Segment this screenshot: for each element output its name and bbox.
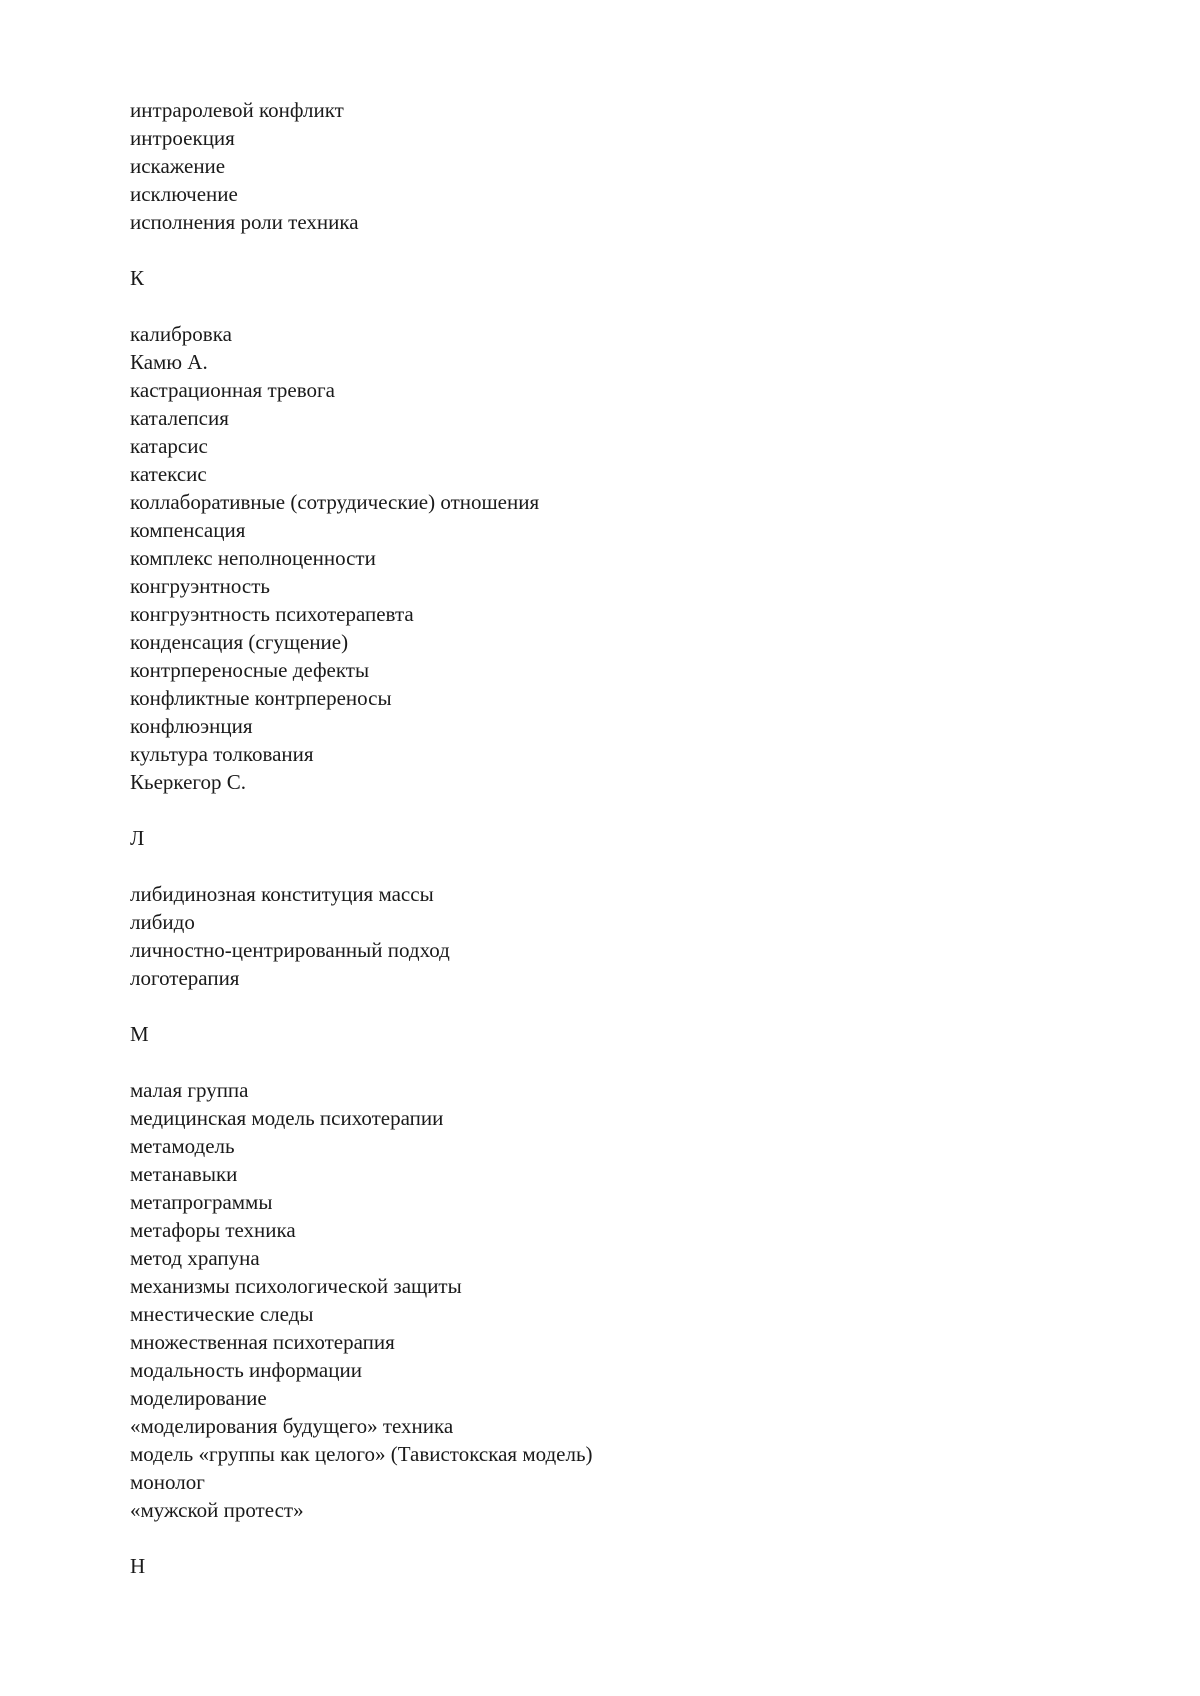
index-entry: метанавыки xyxy=(130,1162,238,1186)
section-letter-heading: Л xyxy=(130,826,145,850)
index-entry: конфликтные контрпереносы xyxy=(130,686,392,710)
index-entry: искажение xyxy=(130,154,226,178)
index-entry: метамодель xyxy=(130,1134,235,1158)
index-entry: малая группа xyxy=(130,1078,249,1102)
index-entry: либидо xyxy=(130,910,195,934)
index-entry: модель «группы как целого» (Тавистокская модель) xyxy=(130,1442,593,1466)
index-entry: конфлюэнция xyxy=(130,714,253,738)
index-entry: «мужской протест» xyxy=(130,1498,304,1522)
index-entry: конгруэнтность психотерапевта xyxy=(130,602,414,626)
index-section xyxy=(130,824,1130,992)
index-entry: Камю А. xyxy=(130,350,208,374)
index-entry: кастрационная тревога xyxy=(130,378,335,402)
index-entry: комплекс неполноценности xyxy=(130,546,376,570)
index-entry: модальность информации xyxy=(130,1358,362,1382)
index-section xyxy=(130,1552,1130,1580)
index-entry: коллаборативные (сотрудические) отношения xyxy=(130,490,540,514)
index-entry: «моделирования будущего» техника xyxy=(130,1414,454,1438)
index-entry: каталепсия xyxy=(130,406,229,430)
index-entry: исполнения роли техника xyxy=(130,210,359,234)
index-entry: мнестические следы xyxy=(130,1302,314,1326)
index-entry: монолог xyxy=(130,1470,205,1494)
section-letter-heading: М xyxy=(130,1022,149,1046)
index-entry: моделирование xyxy=(130,1386,267,1410)
index-entry: механизмы психологической защиты xyxy=(130,1274,462,1298)
index-entry: медицинская модель психотерапии xyxy=(130,1106,444,1130)
index-section xyxy=(130,264,1130,796)
index-entry: катексис xyxy=(130,462,207,486)
index-entry: калибровка xyxy=(130,322,232,346)
index-entry: интраролевой конфликт xyxy=(130,98,344,122)
section-letter-heading: К xyxy=(130,266,145,290)
index-entry: логотерапия xyxy=(130,966,240,990)
index-section xyxy=(130,1020,1130,1524)
index-entry: исключение xyxy=(130,182,238,206)
index-entry: контрпереносные дефекты xyxy=(130,658,370,682)
index-entry: компенсация xyxy=(130,518,246,542)
index-entry: Кьеркегор С. xyxy=(130,770,247,794)
index-entry: культура толкования xyxy=(130,742,314,766)
index-entry: интроекция xyxy=(130,126,235,150)
index-entry: катарсис xyxy=(130,434,208,458)
index-entry: личностно-центрированный подход xyxy=(130,938,450,962)
index-section xyxy=(130,96,1130,236)
index-entry: конгруэнтность xyxy=(130,574,270,598)
index-entry: метод храпуна xyxy=(130,1246,260,1270)
index-entry: множественная психотерапия xyxy=(130,1330,395,1354)
index-entry: метафоры техника xyxy=(130,1218,296,1242)
index-page xyxy=(130,96,1130,1608)
index-entry: конденсация (сгущение) xyxy=(130,630,349,654)
index-entry: либидинозная конституция массы xyxy=(130,882,434,906)
section-letter-heading: Н xyxy=(130,1554,146,1578)
index-entry: метапрограммы xyxy=(130,1190,273,1214)
